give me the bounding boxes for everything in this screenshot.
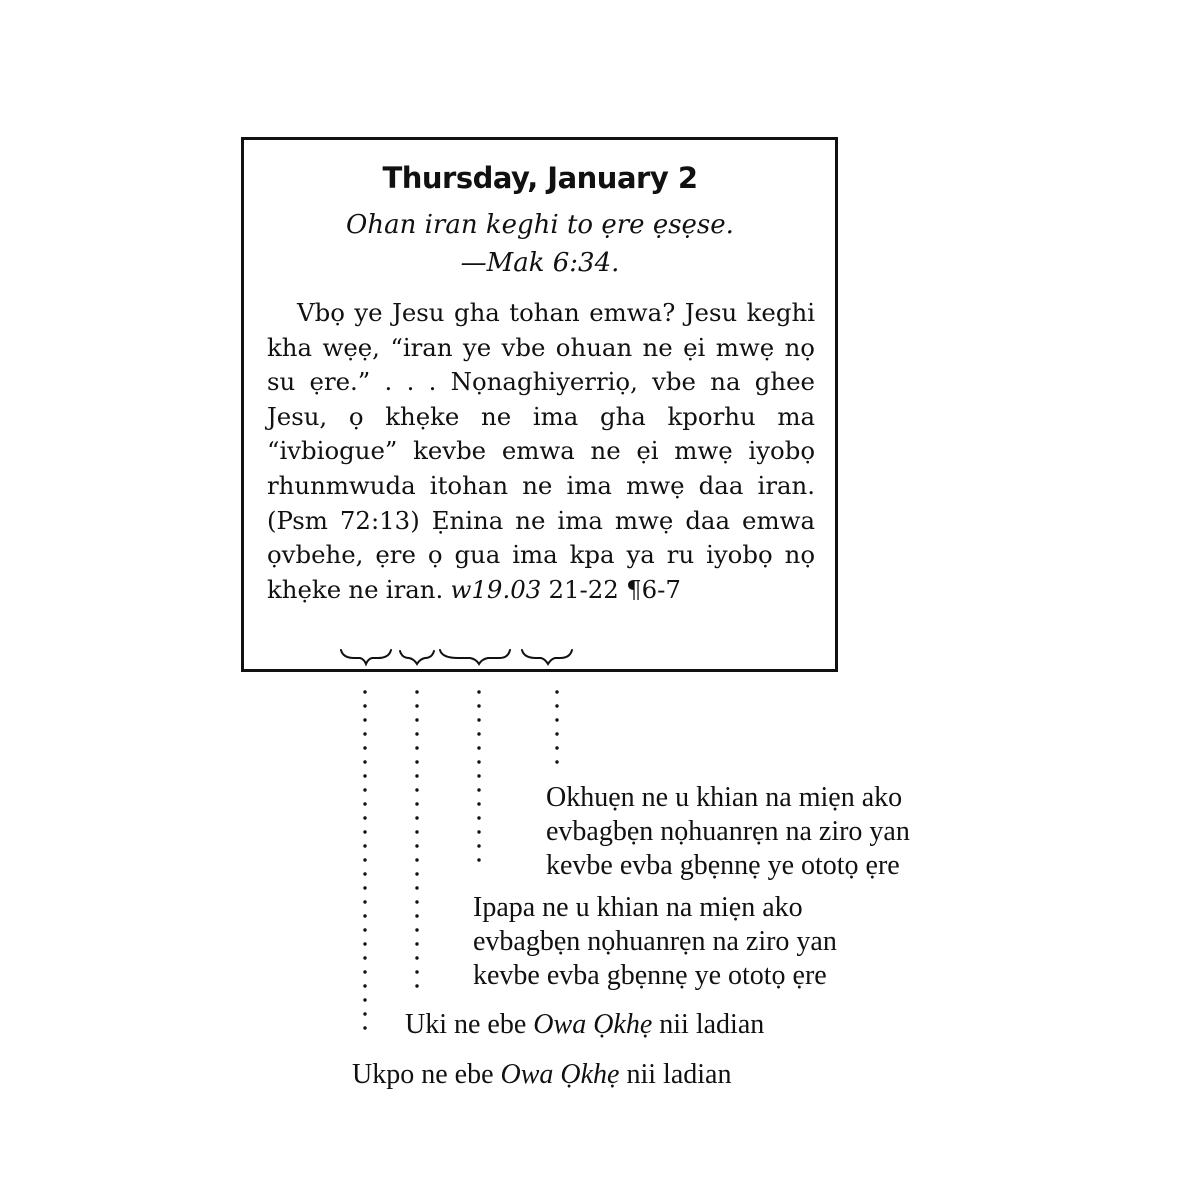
leader-dot bbox=[363, 1026, 366, 1029]
leader-dot bbox=[415, 760, 418, 763]
leader-dot bbox=[415, 774, 418, 777]
leader-dot bbox=[363, 970, 366, 973]
legend-pages-line: kevbe evba gbẹnnẹ ye ototọ ẹre bbox=[473, 960, 827, 991]
legend-issue bbox=[405, 1008, 764, 1042]
legend-paragraphs-line: Okhuẹn ne u khian na miẹn ako bbox=[546, 782, 903, 813]
legend-paragraphs-line: kevbe evba gbẹnnẹ ye ototọ ẹre bbox=[546, 850, 900, 881]
legend-issue-prefix: Uki ne ebe bbox=[405, 1009, 534, 1040]
leader-dot bbox=[555, 760, 558, 763]
leader-dot bbox=[363, 956, 366, 959]
leader-year bbox=[363, 690, 366, 1029]
citation-publication: w19 bbox=[450, 574, 503, 604]
leader-dot bbox=[363, 816, 366, 819]
citation-paragraphs: ¶6-7 bbox=[626, 574, 681, 604]
brace-paragraphs bbox=[522, 650, 572, 664]
leader-dot bbox=[415, 816, 418, 819]
theme-reference: —Mak 6:34. bbox=[460, 248, 620, 278]
legend-paragraphs-line: evbagbẹn nọhuanrẹn na ziro yan bbox=[546, 816, 910, 847]
leader-dot bbox=[477, 802, 480, 805]
legend-year-prefix: Ukpo ne ebe bbox=[352, 1059, 501, 1090]
leader-dot bbox=[415, 942, 418, 945]
leader-dot bbox=[477, 746, 480, 749]
leader-dot bbox=[363, 914, 366, 917]
leader-dot bbox=[415, 844, 418, 847]
citation-pages: 21-22 bbox=[548, 574, 619, 604]
leader-dot bbox=[363, 844, 366, 847]
leader-dot bbox=[363, 858, 366, 861]
leader-dot bbox=[555, 704, 558, 707]
leader-paragraphs bbox=[555, 690, 558, 763]
leader-issue bbox=[415, 690, 418, 987]
leader-dot bbox=[477, 774, 480, 777]
leader-dot bbox=[363, 984, 366, 987]
leader-pages bbox=[477, 690, 480, 861]
leader-dot bbox=[363, 788, 366, 791]
leader-dot bbox=[363, 760, 366, 763]
leader-dot bbox=[415, 802, 418, 805]
leader-dot bbox=[363, 900, 366, 903]
leader-dot bbox=[555, 690, 558, 693]
leader-dot bbox=[555, 718, 558, 721]
leader-dot bbox=[363, 886, 366, 889]
leader-dot bbox=[363, 774, 366, 777]
leader-dot bbox=[477, 704, 480, 707]
brace-pages bbox=[440, 650, 510, 664]
leader-dot bbox=[415, 984, 418, 987]
legend-pages bbox=[473, 891, 837, 993]
leader-dot bbox=[477, 830, 480, 833]
leader-dot bbox=[415, 900, 418, 903]
leader-dot bbox=[477, 816, 480, 819]
leader-dot bbox=[415, 788, 418, 791]
comment-body: Vbọ ye Jesu gha tohan emwa? Jesu keghi kha wẹẹ, “iran ye vbe ohuan ne ẹi mwẹ nọ su ẹre.” . . . Nọnaghiyerriọ, vbe na ghee Jesu, ọ khẹke ne ima gha kporhu ma “ivbiogue” kevbe emwa ne ẹi mwẹ iyobọ rhunmwuda itohan ne ima mwẹ daa iran. (Psm 72:13) Ẹnina ne ima mwẹ daa emwa ọvbehe, ẹre ọ gua ima kpa ya ru iyobọ nọ khẹke ne iran. bbox=[267, 298, 815, 604]
leader-dot bbox=[415, 956, 418, 959]
leader-dot bbox=[477, 788, 480, 791]
leader-dot bbox=[363, 746, 366, 749]
leader-dot bbox=[555, 746, 558, 749]
leader-dot bbox=[477, 718, 480, 721]
leader-dot bbox=[363, 718, 366, 721]
leader-dot bbox=[415, 928, 418, 931]
leader-dot bbox=[477, 844, 480, 847]
legend-year-suffix: nii ladian bbox=[619, 1059, 732, 1090]
leader-dot bbox=[415, 886, 418, 889]
leader-dot bbox=[363, 802, 366, 805]
brace-issue bbox=[400, 651, 434, 664]
leader-dot bbox=[555, 732, 558, 735]
leader-dot bbox=[363, 690, 366, 693]
theme-scripture: Ohan iran keghi to ẹre ẹsẹse. bbox=[346, 210, 734, 240]
leader-dot bbox=[415, 914, 418, 917]
legend-year-title: Owa Ọkhẹ bbox=[500, 1059, 620, 1090]
leader-dot bbox=[415, 970, 418, 973]
legend-year bbox=[352, 1058, 731, 1092]
leader-dot bbox=[363, 830, 366, 833]
leader-dot bbox=[415, 718, 418, 721]
leader-dot bbox=[477, 760, 480, 763]
leader-dot bbox=[415, 746, 418, 749]
leader-dot bbox=[415, 732, 418, 735]
leader-dot bbox=[363, 998, 366, 1001]
leader-dot bbox=[363, 732, 366, 735]
legend-paragraphs bbox=[546, 781, 910, 883]
leader-dot bbox=[415, 830, 418, 833]
leader-dot bbox=[415, 872, 418, 875]
leader-dot bbox=[477, 732, 480, 735]
leader-dot bbox=[415, 704, 418, 707]
leader-dot bbox=[363, 928, 366, 931]
legend-pages-line: evbagbẹn nọhuanrẹn na ziro yan bbox=[473, 926, 837, 957]
leader-dot bbox=[363, 1012, 366, 1015]
date-heading: Thursday, January 2 bbox=[382, 161, 698, 195]
leader-dot bbox=[415, 858, 418, 861]
leader-dot bbox=[363, 872, 366, 875]
citation-issue: .03 bbox=[502, 574, 542, 604]
legend-issue-suffix: nii ladian bbox=[652, 1009, 765, 1040]
leader-dot bbox=[415, 690, 418, 693]
leader-dot bbox=[477, 690, 480, 693]
leader-dot bbox=[477, 858, 480, 861]
brace-publication bbox=[341, 650, 391, 664]
leader-dot bbox=[363, 942, 366, 945]
leader-dot bbox=[363, 704, 366, 707]
legend-pages-line: Ipapa ne u khian na miẹn ako bbox=[473, 892, 803, 923]
legend-issue-title: Owa Ọkhẹ bbox=[533, 1009, 653, 1040]
